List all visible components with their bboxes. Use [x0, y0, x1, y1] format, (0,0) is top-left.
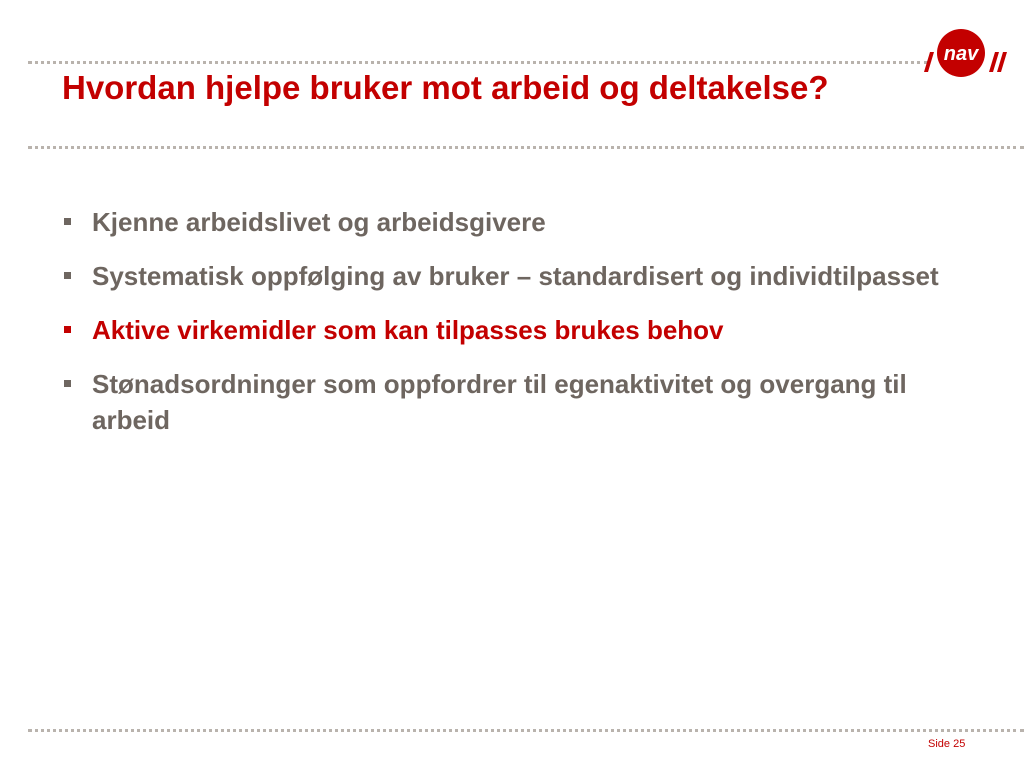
top-dotted-divider	[28, 61, 928, 64]
bullet-list	[62, 204, 942, 456]
bullet-text: Aktive virkemidler som kan tilpasses brukes behov	[92, 315, 724, 345]
bullet-text: Stønadsordninger som oppfordrer til egenaktivitet og overgang til arbeid	[92, 369, 907, 435]
nav-logo-icon	[921, 28, 1011, 82]
bullet-item	[62, 366, 942, 438]
square-bullet-icon	[64, 272, 71, 279]
square-bullet-icon	[64, 380, 71, 387]
bullet-item	[62, 258, 942, 294]
bullet-item-highlighted	[62, 312, 942, 348]
bullet-text: Kjenne arbeidslivet og arbeidsgivere	[92, 207, 546, 237]
square-bullet-icon	[64, 218, 71, 225]
square-bullet-icon	[64, 326, 71, 333]
bullet-text: Systematisk oppfølging av bruker – standardisert og individtilpasset	[92, 261, 939, 291]
footer-dotted-divider	[28, 729, 1024, 732]
page-number: Side 25	[928, 738, 966, 750]
title-dotted-divider	[28, 146, 1024, 149]
bullet-item	[62, 204, 942, 240]
slide-title: Hvordan hjelpe bruker mot arbeid og deltakelse?	[62, 69, 829, 106]
nav-logo-text: nav	[943, 43, 979, 65]
